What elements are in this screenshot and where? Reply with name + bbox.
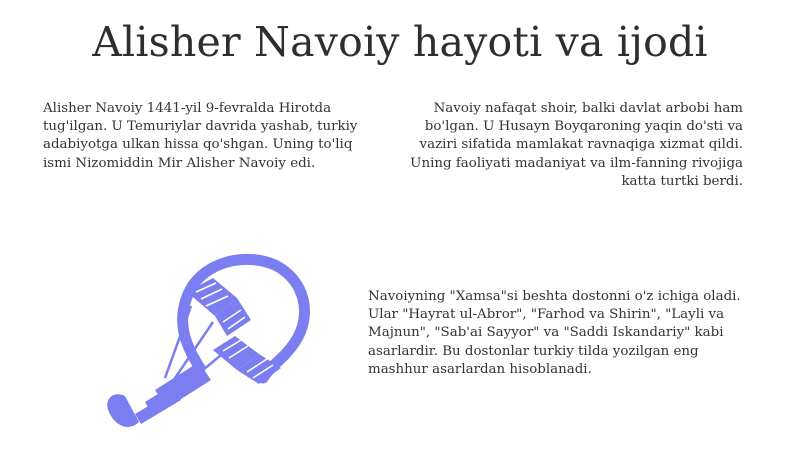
page-title: Alisher Navoiy hayoti va ijodi [92, 18, 708, 66]
paragraph-xamsa: Navoiyning "Xamsa"si beshta dostonni o'z ichiga oladi. Ular "Hayrat ul-Abror", "Farhod va Shirin", "Layli va Majnun", "Sab'ai Sayyor" va "Saddi Iskandariy" kabi asarlardir. Bu dostonlar turkiy tilda yozilgan eng mashhur asarlardan hisoblanadi. [368, 289, 741, 377]
paragraph-biography: Alisher Navoiy 1441-yil 9-fevralda Hirotda tug'ilgan. U Temuriylar davrida yashab, turkiy adabiyotga ulkan hissa qo'shgan. Uning to'liq ismi Nizomiddin Mir Alisher Navoiy edi. [43, 101, 358, 171]
lightbulb-with-books-icon [95, 250, 325, 430]
paragraph-statesman: Navoiy nafaqat shoir, balki davlat arbobi ham bo'lgan. U Husayn Boyqaroning yaqin do'sti va vaziri sifatida mamlakat ravnaqiga xizmat qildi. Uning faoliyati madaniyat va ilm-fanning rivojiga katta turtki berdi. [410, 101, 743, 189]
